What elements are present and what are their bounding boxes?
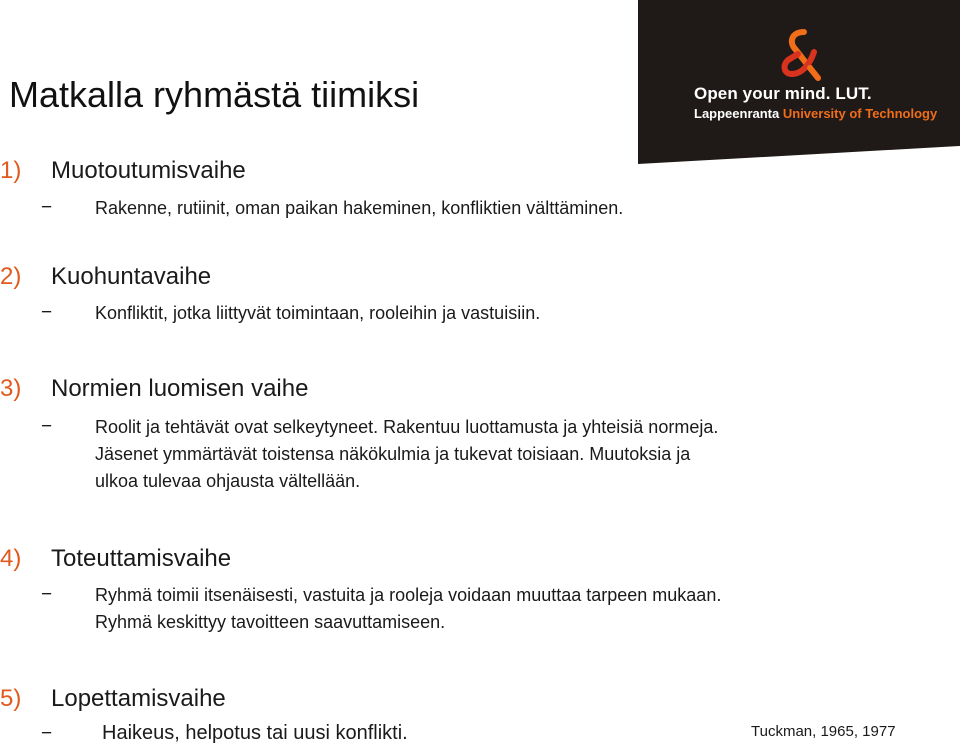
dash-bullet-icon: −	[41, 584, 53, 605]
section-title: Kuohuntavaihe	[51, 263, 212, 290]
section-heading	[0, 374, 308, 404]
dash-bullet-icon: −	[41, 302, 53, 323]
section-title: Lopettamisvaihe	[51, 685, 226, 712]
section-text-line: Ryhmä keskittyy tavoitteen saavuttamiseen.	[95, 612, 446, 632]
section-text-line: ulkoa tulevaa ohjausta vältellään.	[95, 471, 361, 491]
dash-bullet-icon: −	[41, 416, 53, 437]
section-title: Muotoutumisvaihe	[51, 157, 246, 184]
section-number: 3)	[0, 375, 22, 402]
section-text-line: Jäsenet ymmärtävät toistensa näkökulmia ja tukevat toisiaan. Muutoksia ja	[95, 444, 691, 464]
section-heading	[0, 544, 231, 574]
section-text-line: Rakenne, rutiinit, oman paikan hakeminen, konfliktien välttäminen.	[95, 198, 624, 218]
section-number: 5)	[0, 685, 22, 712]
section-text-line: Konfliktit, jotka liittyvät toimintaan, rooleihin ja vastuisiin.	[95, 303, 541, 323]
page-title: Matkalla ryhmästä tiimiksi	[9, 74, 420, 115]
logo-slogan: Open your mind. LUT.	[694, 84, 872, 103]
section-text-line: Roolit ja tehtävät ovat selkeytyneet. Rakentuu luottamusta ja yhteisiä normeja.	[95, 417, 719, 437]
section-title: Toteuttamisvaihe	[51, 545, 232, 572]
logo-background	[638, 0, 960, 164]
section-number: 2)	[0, 263, 22, 290]
section-number: 1)	[0, 157, 22, 184]
section-number: 4)	[0, 545, 22, 572]
logo-university: University of Technology	[782, 106, 938, 121]
logo-city: Lappeenranta	[694, 106, 783, 121]
ampersand-logo-icon	[780, 28, 822, 82]
section-heading	[0, 156, 246, 186]
section-heading	[0, 684, 226, 714]
section-heading	[0, 262, 211, 292]
section-title: Normien luomisen vaihe	[51, 375, 309, 402]
dash-bullet-icon: −	[41, 723, 53, 744]
section-text-line: Ryhmä toimii itsenäisesti, vastuita ja rooleja voidaan muuttaa tarpeen mukaan.	[95, 585, 722, 605]
reference-citation: Tuckman, 1965, 1977	[751, 723, 896, 740]
section-text-line: Haikeus, helpotus tai uusi konflikti.	[102, 722, 408, 744]
logo-university-name	[694, 106, 937, 121]
dash-bullet-icon: −	[41, 197, 53, 218]
